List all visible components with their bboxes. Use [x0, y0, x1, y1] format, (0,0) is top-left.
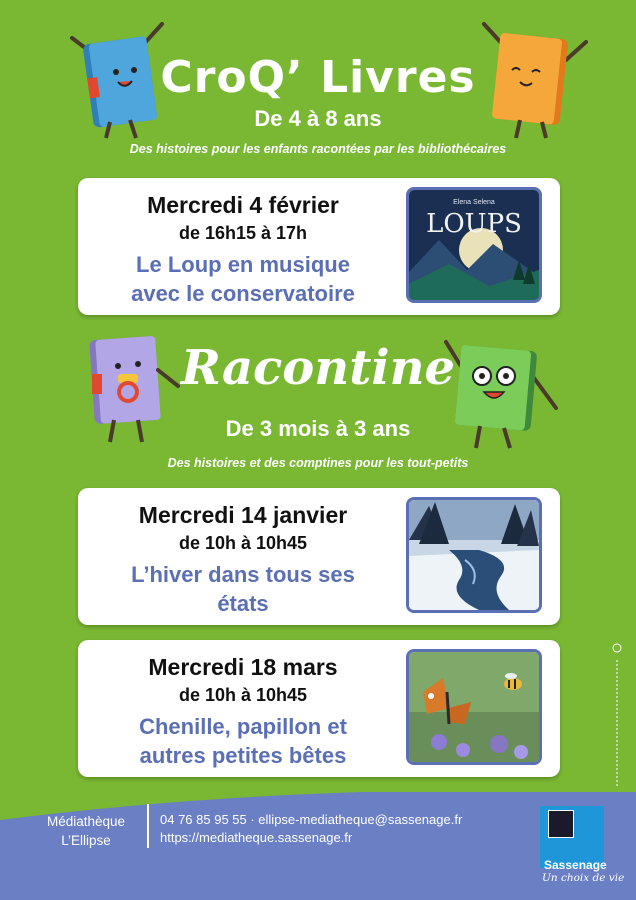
cover-title: LOUPS [426, 209, 522, 239]
event-text [78, 502, 408, 618]
croq-age-range: De 4 à 8 ans [254, 106, 382, 131]
snowy-river-icon [409, 500, 539, 610]
event-time: de 10h à 10h45 [178, 533, 308, 553]
snowy-river-image [406, 497, 542, 613]
cover-author: Elena Selena [453, 199, 495, 206]
racontine-tagline: Des histoires et des comptines pour les tout-petits [167, 456, 469, 470]
event-card-hiver [78, 488, 560, 625]
event-card-loup [78, 178, 560, 315]
event-topic-line: Le Loup en musique [136, 252, 350, 277]
event-date: Mercredi 14 janvier [138, 502, 348, 528]
logo-city-name: Sassenage [544, 858, 607, 872]
event-date: Mercredi 4 février [147, 192, 339, 218]
croq-tagline: Des histoires pour les enfants racontées par les bibliothécaires [129, 142, 507, 156]
contact-line[interactable]: 04 76 85 95 55 · ellipse-mediatheque@sassenage.fr [160, 812, 463, 827]
event-text [78, 654, 408, 770]
footer-divider [147, 804, 149, 848]
library-name-line: L’Ellipse [61, 833, 111, 848]
event-topic-line: autres petites bêtes [139, 743, 347, 768]
event-topic-line: Chenille, papillon et [139, 714, 347, 739]
library-name-line: Médiathèque [46, 814, 126, 829]
butterfly-bee-image [406, 649, 542, 765]
event-topic [78, 250, 408, 308]
event-card-chenille [78, 640, 560, 777]
library-name [38, 812, 134, 850]
racontine-title: Racontine [180, 340, 456, 396]
event-topic [78, 712, 408, 770]
event-time: de 16h15 à 17h [178, 223, 308, 243]
event-topic-line: L’hiver dans tous ses [131, 562, 355, 587]
event-text [78, 192, 408, 308]
event-topic [78, 560, 408, 618]
website-link[interactable]: https://mediatheque.sassenage.fr [160, 830, 353, 845]
butterfly-bee-icon [409, 652, 539, 762]
event-date: Mercredi 18 mars [148, 654, 338, 680]
logo-slogan: Un choix de vie [542, 872, 625, 884]
print-credit-icon [612, 640, 622, 790]
city-crest-icon [548, 810, 574, 838]
event-topic-line: états [217, 591, 269, 616]
croq-livres-title: CroQ’ Livres [160, 52, 476, 103]
event-time: de 10h à 10h45 [178, 685, 308, 705]
racontine-age-range: De 3 mois à 3 ans [225, 416, 411, 441]
loups-cover-icon [409, 190, 539, 300]
event-topic-line: avec le conservatoire [131, 281, 355, 306]
loups-book-cover-image [406, 187, 542, 303]
